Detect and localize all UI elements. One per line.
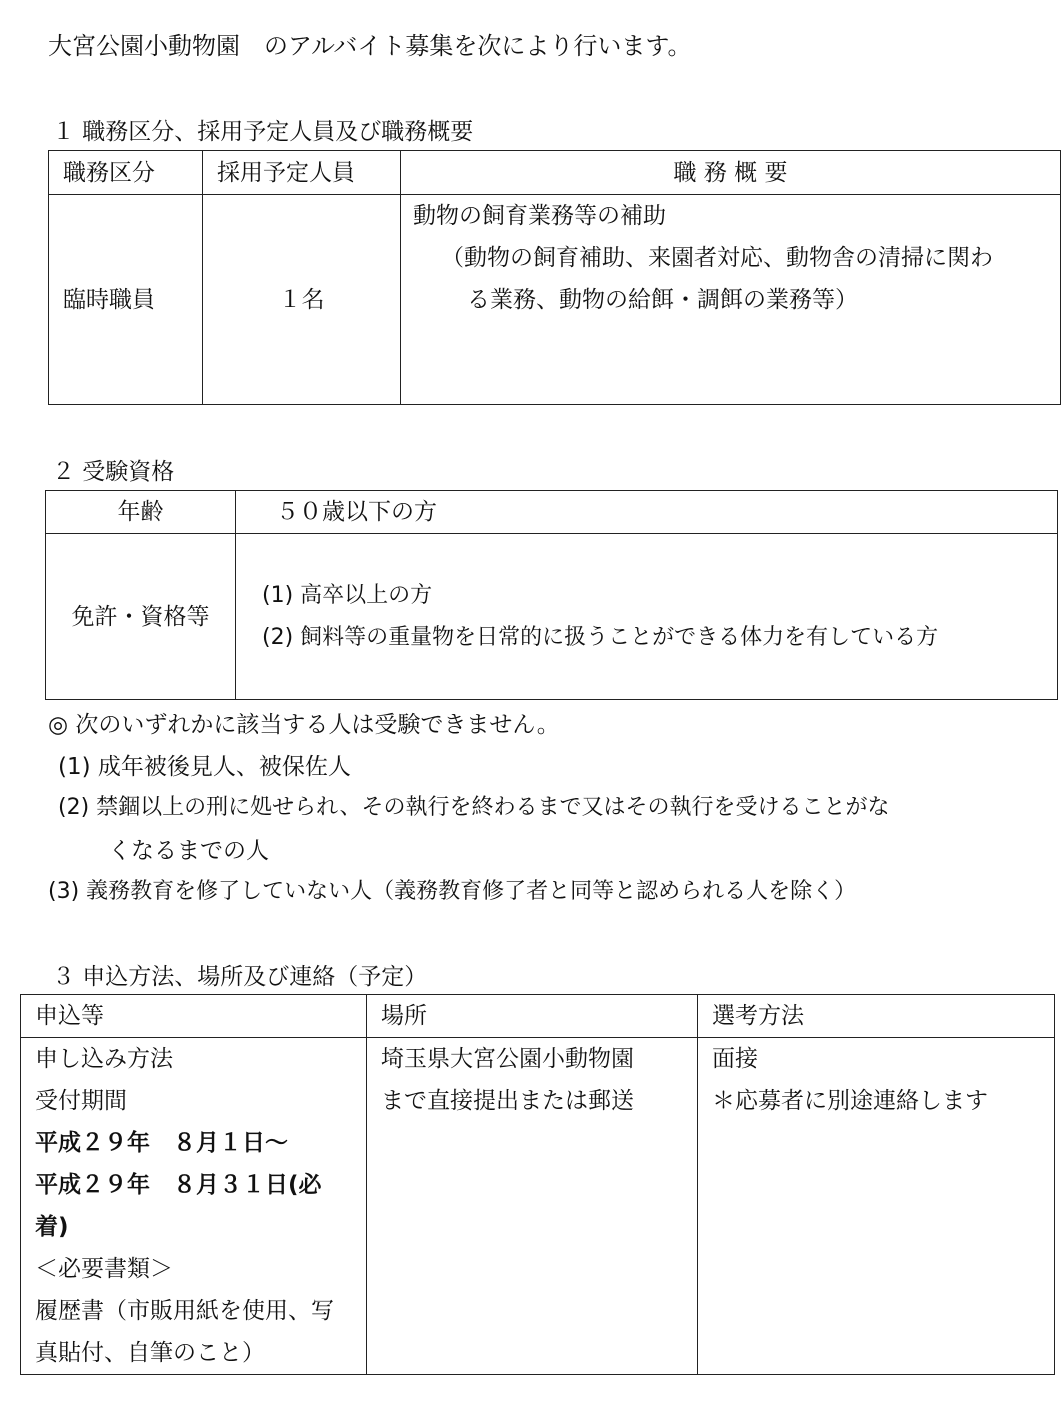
page-title: 大宮公園小動物園 のアルバイト募集を次により行います。 bbox=[48, 32, 692, 60]
application-method: 申し込み方法 bbox=[35, 1046, 173, 1072]
disqualification-item: (3) 義務教育を修了していない人（義務教育修了者と同等と認められる人を除く） bbox=[48, 879, 857, 904]
header-selection: 選考方法 bbox=[698, 995, 1055, 1038]
section3-heading: ３ 申込方法、場所及び連絡（予定） bbox=[52, 964, 428, 990]
license-items bbox=[236, 534, 1058, 700]
header-place: 場所 bbox=[367, 995, 698, 1038]
documents-detail: 履歴書（市販用紙を使用、写 bbox=[35, 1298, 334, 1324]
section2-heading: ２ 受験資格 bbox=[52, 459, 175, 485]
header-description: 職 務 概 要 bbox=[401, 151, 1061, 195]
section3-table bbox=[20, 994, 1055, 1375]
description-line: 動物の飼育業務等の補助 bbox=[413, 203, 666, 229]
category-cell: 臨時職員 bbox=[49, 195, 203, 405]
selection-cell bbox=[698, 1038, 1055, 1375]
disqualification-item: (1) 成年被後見人、被保佐人 bbox=[58, 754, 351, 780]
selection-note: ＊応募者に別途連絡します bbox=[712, 1088, 988, 1114]
disqualification-item: (2) 禁錮以上の刑に処せられ、その執行を終わるまで又はその執行を受けることがな bbox=[58, 795, 890, 820]
age-value: ５０歳以下の方 bbox=[236, 491, 1058, 534]
section1-table bbox=[48, 150, 1061, 405]
license-label: 免許・資格等 bbox=[46, 534, 236, 700]
period-end: 平成２９年 ８月３１日(必 bbox=[35, 1172, 322, 1198]
selection-method: 面接 bbox=[712, 1046, 758, 1072]
period-end-continued: 着) bbox=[35, 1214, 69, 1240]
documents-label: ＜必要書類＞ bbox=[35, 1256, 173, 1282]
license-item: (1) 高卒以上の方 bbox=[262, 582, 433, 608]
disqualification-item-continued: くなるまでの人 bbox=[108, 838, 269, 864]
period-start: 平成２９年 ８月１日～ bbox=[35, 1130, 288, 1156]
section1-heading: １ 職務区分、採用予定人員及び職務概要 bbox=[52, 119, 474, 145]
application-cell bbox=[21, 1038, 367, 1375]
period-label: 受付期間 bbox=[35, 1088, 127, 1114]
place-line: まで直接提出または郵送 bbox=[381, 1088, 634, 1114]
section2-table bbox=[45, 490, 1058, 700]
age-label: 年齢 bbox=[46, 491, 236, 534]
description-cell bbox=[401, 195, 1061, 405]
disqualification-heading: ◎ 次のいずれかに該当する人は受験できません。 bbox=[48, 712, 560, 738]
license-item: (2) 飼料等の重量物を日常的に扱うことができる体力を有している方 bbox=[262, 624, 939, 650]
description-line: る業務、動物の給餌・調餌の業務等） bbox=[467, 287, 858, 313]
place-line: 埼玉県大宮公園小動物園 bbox=[381, 1046, 634, 1072]
header-application: 申込等 bbox=[21, 995, 367, 1038]
count-cell: １名 bbox=[203, 195, 401, 405]
header-category: 職務区分 bbox=[49, 151, 203, 195]
description-line: （動物の飼育補助、来園者対応、動物舎の清掃に関わ bbox=[441, 245, 993, 271]
documents-detail-continued: 真貼付、自筆のこと） bbox=[35, 1340, 265, 1366]
place-cell bbox=[367, 1038, 698, 1375]
header-count: 採用予定人員 bbox=[203, 151, 401, 195]
